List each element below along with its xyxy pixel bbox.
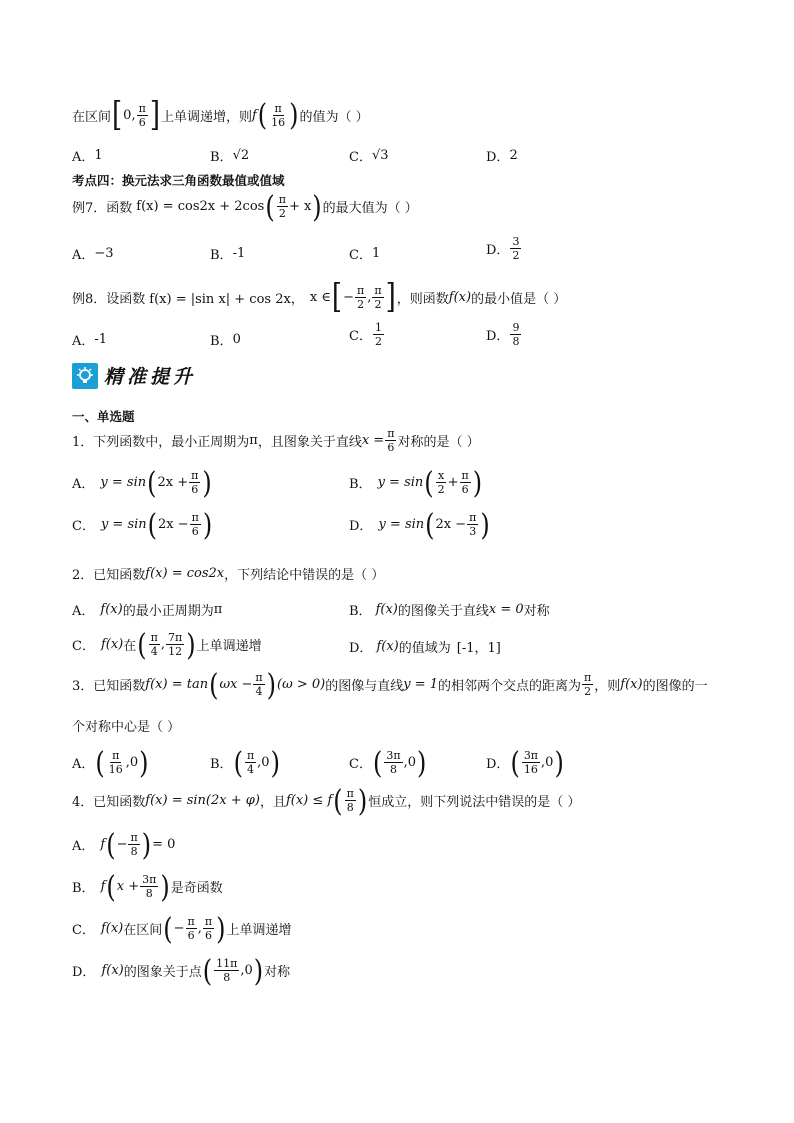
fraction (277, 194, 288, 219)
option-text: −3 (94, 246, 114, 261)
option-text: -1 (94, 332, 108, 347)
fraction (214, 958, 239, 983)
option-a[interactable] (72, 745, 150, 780)
math: = 0 (152, 837, 176, 852)
fraction (269, 103, 287, 128)
paren: ( (202, 953, 213, 988)
option-c[interactable] (72, 911, 292, 946)
paren: ( (147, 465, 157, 500)
section-banner (72, 362, 196, 389)
text: 对称 (523, 604, 550, 619)
math: ,0 (240, 963, 253, 978)
numerator: 3π (386, 749, 401, 762)
text: 的最小值是（ ） (471, 291, 567, 307)
text: 的最大值为（ ） (322, 201, 418, 216)
text: 例7．函数 (72, 201, 133, 216)
paren: ) (186, 627, 196, 662)
fraction (203, 916, 214, 941)
fraction (190, 512, 201, 537)
option-label: A． (72, 248, 95, 263)
math: y = sin (100, 517, 147, 532)
paren: ) (139, 745, 149, 780)
paren: ( (106, 827, 116, 862)
math: f(x) (101, 963, 124, 978)
numerator: π (150, 631, 158, 644)
option-a[interactable] (72, 244, 114, 263)
option-c[interactable] (349, 322, 385, 347)
numerator: π (356, 283, 365, 297)
denominator: 2 (437, 483, 445, 496)
option-label: C． (349, 248, 372, 263)
math: f(x) (375, 602, 398, 617)
math: ,0 (403, 755, 416, 770)
fraction (355, 285, 366, 310)
text: 恒成立，则下列说法中错误的是（ ） (368, 795, 581, 810)
option-c[interactable] (72, 627, 262, 662)
denominator: 6 (191, 483, 199, 496)
option-b[interactable] (349, 600, 550, 619)
fraction (510, 322, 521, 347)
bracket: [ (112, 95, 123, 135)
option-label: B． (349, 477, 372, 492)
numerator: π (278, 193, 286, 206)
option-label: A． (72, 334, 95, 349)
numerator: π (204, 915, 213, 928)
numerator: π (130, 831, 138, 844)
math: f(x) (448, 289, 472, 305)
fraction (166, 632, 184, 657)
math: f (100, 837, 106, 852)
paren: ) (266, 667, 277, 702)
comma: , (160, 637, 166, 652)
option-label: D． (349, 519, 373, 534)
math: f(x) (100, 921, 124, 936)
math: y = 1 (403, 677, 439, 692)
fraction (384, 750, 402, 775)
option-text: 1 (371, 246, 381, 261)
math: + (447, 475, 459, 490)
option-label: A． (72, 477, 95, 492)
math: ,0 (541, 755, 554, 770)
option-c[interactable] (72, 507, 213, 542)
text: 上单调递增 (226, 923, 292, 938)
fraction (510, 236, 521, 261)
math: f(x) = tan (145, 677, 209, 692)
option-label: B． (210, 757, 233, 772)
section-title: 考点四：换元法求三角函数最值或值域 (72, 173, 285, 188)
math: x = (361, 433, 385, 448)
math: π (213, 602, 223, 617)
paren: ( (372, 745, 383, 780)
text: 在区间 (72, 109, 112, 125)
option-d[interactable] (486, 322, 522, 347)
numerator: π (346, 787, 354, 800)
numerator: π (246, 749, 255, 762)
denominator: 16 (523, 763, 538, 776)
text: 的图像的一 (642, 679, 708, 694)
section-title: 一、单选题 (72, 409, 135, 424)
denominator: 2 (278, 207, 286, 220)
paren: ( (95, 745, 105, 780)
bracket: ] (385, 277, 396, 317)
math: y = sin (377, 475, 424, 490)
denominator: 2 (584, 685, 592, 698)
option-text: √3 (371, 148, 389, 163)
paren: ( (147, 507, 158, 542)
denominator: 12 (168, 645, 183, 658)
text: 1．下列函数中，最小正周期为 (72, 435, 250, 450)
paren: ( (265, 189, 275, 224)
denominator: 3 (469, 525, 477, 538)
text: 的图象关于点 (123, 965, 202, 980)
math: f(x) (100, 602, 123, 617)
option-text: √2 (232, 148, 250, 163)
numerator: π (374, 283, 382, 297)
denominator: 2 (357, 297, 365, 311)
option-a[interactable] (72, 827, 176, 862)
option-label: C． (349, 150, 372, 165)
question-1-stem (72, 428, 480, 453)
numerator: 1 (374, 321, 382, 334)
option-b[interactable] (210, 745, 281, 780)
option-d[interactable] (349, 637, 501, 656)
numerator: π (469, 511, 477, 524)
numerator: π (112, 749, 120, 762)
math: ,0 (125, 755, 139, 770)
math: (ω > 0) (277, 677, 326, 692)
paren: ( (333, 783, 343, 818)
option-label: C． (72, 639, 95, 654)
math: f(x) (620, 677, 643, 692)
fraction (582, 672, 593, 697)
question-2-stem (72, 564, 384, 583)
example-7-stem (72, 189, 418, 224)
option-d[interactable] (486, 146, 518, 165)
comma: , (197, 921, 202, 936)
denominator: 6 (191, 525, 199, 538)
math: f(x) = cos2x + 2cos (136, 199, 265, 214)
option-b[interactable] (210, 330, 241, 349)
option-label: D． (486, 757, 510, 772)
denominator: 6 (187, 929, 195, 942)
paren: ) (160, 869, 170, 904)
text: 4．已知函数 (72, 795, 146, 810)
paren: ) (202, 507, 213, 542)
paren: ( (163, 911, 173, 946)
math: y = sin (100, 475, 147, 490)
option-label: D． (486, 329, 510, 344)
denominator: 8 (130, 845, 138, 858)
question-4-stem (72, 783, 581, 818)
fraction (137, 103, 148, 128)
option-d[interactable] (486, 236, 522, 261)
option-text: -1 (232, 246, 246, 261)
text: 的图像关于直线 (397, 604, 489, 619)
text: 的值为（ ） (299, 109, 369, 125)
paren: ) (472, 465, 483, 500)
option-label: D． (486, 243, 510, 258)
question-3-stem (72, 667, 708, 702)
minus: − (173, 921, 185, 936)
option-a[interactable] (72, 330, 107, 349)
denominator: 16 (271, 115, 286, 129)
math: x ∈ (309, 289, 331, 305)
paren: ) (416, 745, 427, 780)
math: x = 0 (488, 602, 524, 617)
paren: ) (357, 783, 368, 818)
text: 对称 (264, 965, 291, 980)
option-a[interactable] (72, 600, 222, 619)
text: ，则 (594, 679, 621, 694)
text: 上单调递增，则 (160, 109, 252, 125)
fraction (128, 832, 139, 857)
fraction (373, 322, 384, 347)
fraction (385, 428, 396, 453)
example-8-stem (72, 277, 567, 317)
fraction (522, 750, 540, 775)
numerator: 7π (168, 631, 183, 644)
paren: ( (257, 97, 268, 133)
fraction (245, 750, 256, 775)
text: ，且图象关于直线 (257, 435, 362, 450)
text: 3．已知函数 (72, 679, 146, 694)
fraction (345, 788, 356, 813)
text: ，下列结论中错误的是（ ） (224, 568, 385, 583)
math: 2x − (435, 517, 467, 532)
text: ，且 (259, 795, 286, 810)
question-3-stem-cont: 个对称中心是（ ） (72, 720, 181, 735)
option-label: B． (349, 604, 372, 619)
text: 在 (123, 639, 137, 654)
numerator: π (187, 915, 195, 928)
option-label: B． (210, 248, 233, 263)
numerator: π (255, 671, 263, 684)
option-label: A． (72, 604, 95, 619)
paren: ( (137, 627, 147, 662)
fraction (460, 470, 471, 495)
math: f(x) ≤ f (285, 793, 333, 808)
option-c[interactable] (349, 244, 380, 263)
text: 上单调递增 (196, 639, 262, 654)
denominator: 8 (145, 887, 153, 900)
math: + x (288, 199, 312, 214)
denominator: 4 (247, 763, 255, 776)
option-label: C． (349, 329, 372, 344)
paren: ) (270, 745, 280, 780)
option-b[interactable] (349, 465, 483, 500)
text: 例8．设函数 (72, 291, 146, 307)
text: 的相邻两个交点的距离为 (438, 679, 582, 694)
option-text: 1 (94, 148, 103, 163)
option-label: C． (72, 923, 95, 938)
option-d[interactable] (486, 745, 565, 780)
math: f(x) = cos2x (145, 566, 225, 581)
bracket: ] (149, 95, 160, 135)
fraction (372, 285, 383, 310)
option-b[interactable] (210, 146, 249, 165)
paren: ( (510, 745, 520, 780)
comma: , (367, 289, 372, 305)
denominator: 2 (374, 297, 382, 311)
fraction (189, 470, 200, 495)
denominator: 4 (255, 685, 263, 698)
denominator: 8 (346, 801, 354, 814)
option-label: D． (486, 150, 510, 165)
paren: ( (106, 869, 116, 904)
paren: ) (480, 507, 490, 542)
text: 对称的是（ ） (397, 435, 480, 450)
text: 2．已知函数 (72, 568, 146, 583)
numerator: 3 (512, 235, 520, 248)
denominator: 16 (108, 763, 123, 776)
option-b[interactable] (210, 244, 245, 263)
option-label: D． (349, 641, 373, 656)
prev-question-stem (72, 95, 369, 135)
paren: ) (554, 745, 564, 780)
option-label: A． (72, 839, 95, 854)
math: y = sin (378, 517, 425, 532)
fraction (253, 672, 264, 697)
paren: ) (253, 953, 264, 988)
option-d[interactable] (349, 507, 491, 542)
option-label: C． (349, 757, 372, 772)
function-symbol: f (251, 107, 257, 123)
math: f(x) (376, 639, 399, 654)
denominator: 6 (387, 441, 395, 454)
fraction (140, 874, 158, 899)
minus: − (343, 289, 354, 305)
paren: ) (312, 189, 322, 224)
option-label: B． (72, 881, 95, 896)
numerator: π (138, 101, 146, 115)
denominator: 8 (512, 335, 520, 348)
denominator: 8 (223, 971, 231, 984)
math: x + (116, 879, 140, 894)
numerator: π (584, 671, 592, 684)
denominator: 6 (205, 929, 213, 942)
option-label: B． (210, 150, 233, 165)
numerator: x (438, 469, 445, 482)
option-d[interactable] (72, 953, 291, 988)
math: f (100, 879, 106, 894)
numerator: π (274, 101, 282, 115)
math: π (249, 433, 258, 448)
math: 2x − (158, 517, 189, 532)
math: ,0 (257, 755, 270, 770)
fraction (436, 470, 447, 495)
paren: ) (202, 465, 212, 500)
math: f(x) (100, 637, 124, 652)
option-a[interactable] (72, 465, 213, 500)
numerator: π (191, 511, 199, 524)
fraction (107, 750, 125, 775)
fraction (467, 512, 478, 537)
option-text: 2 (509, 148, 518, 163)
option-label: B． (210, 334, 233, 349)
option-b[interactable] (72, 869, 223, 904)
denominator: 2 (374, 335, 382, 348)
math: 2x + (157, 475, 189, 490)
math: f(x) = sin(2x + φ) (145, 793, 260, 808)
numerator: π (387, 427, 395, 440)
lightbulb-icon (72, 363, 98, 389)
option-label: A． (72, 757, 95, 772)
numerator: 3π (523, 749, 539, 762)
option-label: A． (72, 150, 95, 165)
denominator: 4 (150, 645, 158, 658)
math: − (116, 837, 128, 852)
denominator: 8 (389, 763, 397, 776)
numerator: 3π (142, 873, 157, 886)
paren: ) (289, 97, 299, 133)
paren: ( (209, 667, 219, 702)
text: 是奇函数 (170, 881, 223, 896)
paren: ) (141, 827, 152, 862)
numerator: 9 (512, 321, 520, 334)
math: ωx − (219, 677, 253, 692)
fraction (149, 632, 160, 657)
paren: ( (424, 465, 434, 500)
math: f(x) = |sin x| + cos 2x， (149, 291, 304, 307)
text: 的图像与直线 (325, 679, 404, 694)
banner-title: 精准提升 (104, 366, 197, 388)
denominator: 6 (461, 483, 469, 496)
bracket: [ (331, 277, 343, 317)
text: 的值域为 (398, 641, 451, 656)
option-text: 0 (232, 332, 241, 347)
denominator: 2 (512, 249, 520, 262)
paren: ( (233, 745, 243, 780)
option-label: D． (72, 965, 96, 980)
option-label: C． (72, 519, 95, 534)
option-c[interactable] (349, 146, 389, 165)
option-a[interactable] (72, 146, 103, 165)
paren: ( (425, 507, 435, 542)
fraction (186, 916, 197, 941)
text: 在区间 (123, 923, 163, 938)
math: [-1，1] (456, 641, 501, 656)
text: ，则函数 (396, 291, 449, 307)
numerator: π (191, 469, 199, 482)
denominator: 6 (138, 115, 146, 129)
text: 的最小正周期为 (122, 604, 214, 619)
paren: ) (216, 911, 226, 946)
text: 0, (123, 107, 136, 123)
option-c[interactable] (349, 745, 427, 780)
numerator: 11π (216, 957, 238, 970)
numerator: π (461, 469, 469, 482)
